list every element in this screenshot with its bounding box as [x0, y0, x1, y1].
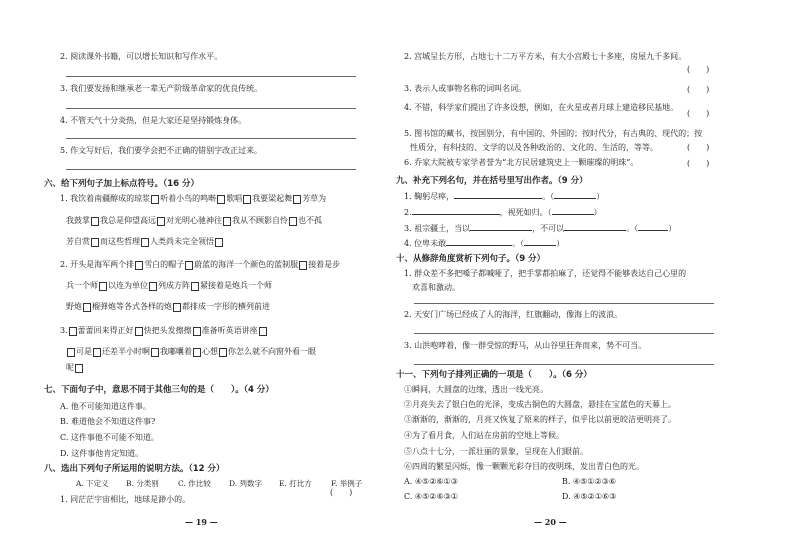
fill-blank[interactable] [554, 190, 596, 199]
punct-box[interactable] [135, 261, 143, 270]
punct-box[interactable] [149, 282, 157, 291]
fill-blank[interactable] [524, 237, 556, 246]
rhetoric-q2: 2. 天安门广场已经成了人的海洋，红旗翻动，像海上的波浪。 [404, 310, 623, 319]
fill-blank[interactable] [638, 222, 668, 231]
order-option-d[interactable]: D. ④⑤②①⑥③ [562, 492, 617, 501]
quote-2: 2. ，视死如归。（ ） [404, 208, 602, 217]
rewrite-item-2: 2. 阅读课外书籍，可以增长知识和写作水平。 [60, 52, 223, 61]
page-number: — 20 — [534, 517, 567, 527]
punct-box[interactable] [91, 238, 99, 247]
punct-box[interactable] [99, 282, 107, 291]
punct-box[interactable] [69, 327, 77, 336]
sentence-1: ①瞬间，大圆盘的边缘，透出一线光亮。 [404, 385, 548, 394]
method-c: C. 作比较 [178, 479, 211, 488]
option-c[interactable]: C. 这件事他不可能不知道。 [60, 433, 159, 442]
method-q4: 4. 不错，科学家们提出了许多设想，例如，在火星或者月球上建造移民基地。 [404, 103, 679, 112]
section-11-title: 十一、下列句子排列正确的一项是（ ）。（6 分） [396, 370, 592, 380]
page-number: — 19 — [185, 517, 218, 527]
answer-line[interactable] [66, 76, 356, 77]
section-8-title: 八、选出下列句子所运用的说明方法。（12 分） [44, 464, 225, 474]
answer-line[interactable] [414, 303, 714, 304]
order-option-b[interactable]: B. ④⑤①②③⑥ [562, 477, 616, 486]
method-f: F. 举例子 [331, 479, 363, 488]
punct-box[interactable] [191, 282, 199, 291]
method-q3: 3. 表示人或事物名称的词叫名词。 [404, 84, 527, 93]
option-b[interactable]: B. 难道他会不知道这件事? [60, 417, 156, 426]
punct-box[interactable] [93, 348, 101, 357]
method-q6: 6. 乔家大院被专家学者誉为“北方民居建筑史上一颗璀璨的明珠”。 [404, 158, 639, 167]
rewrite-item-3: 3. 我们要发扬和继承老一辈无产阶级革命家的优良传统。 [60, 84, 263, 93]
punct-q2-line2: 兵一个师 以连为单位 列成方阵 紧接着是炮兵一个师 [66, 281, 272, 290]
punct-q3-line1: 3. 蕾蕾回来得正好 快把头发擦擦 准备听英语讲座 [60, 325, 268, 337]
section-6-title: 六、给下列句子加上标点符号。（16 分） [44, 179, 200, 189]
section-10-title: 十、从修辞角度赏析下列句子。（9 分） [396, 254, 546, 264]
method-d: D. 列数字 [229, 479, 263, 488]
section-7-title: 七、下面句子中，意思不同于其他三句的是（ ）。（4 分） [44, 385, 274, 395]
punct-box[interactable] [141, 238, 149, 247]
sentence-5: ⑤八点十七分，一派壮丽的景象，呈现在人们眼前。 [404, 447, 588, 456]
punct-q2-line3: 野炮 榴弹炮等各式各样的炮 都排成一字形的横列前进 [66, 302, 270, 311]
rewrite-item-4: 4. 不管天气十分炎热，但是大家还是坚持锻炼身体。 [60, 116, 247, 125]
rewrite-item-5: 5. 作文写好后，我们要学会把不正确的错别字改正过来。 [60, 146, 263, 155]
sentence-3: ③渐渐的，渐渐的，月亮又恢复了原来的样子，似乎比以前更皎洁更明亮了。 [404, 415, 676, 424]
order-option-c[interactable]: C. ④⑤②⑥③① [404, 492, 458, 501]
fill-blank[interactable] [412, 206, 500, 215]
method-a: A. 下定义 [76, 479, 109, 488]
answer-line[interactable] [66, 169, 356, 170]
fill-blank[interactable] [446, 237, 512, 246]
punct-box[interactable] [259, 327, 267, 336]
method-b: B. 分类别 [126, 479, 159, 488]
answer-paren[interactable]: ( ) [687, 159, 710, 168]
punct-box[interactable] [293, 195, 301, 204]
punct-q2-line1: 2. 开头是海军两个排 雪白的帽子 蔚蓝的海洋一个颜色的蓝制服 接着是步 [60, 260, 341, 269]
punct-box[interactable] [75, 364, 83, 373]
punct-box[interactable] [151, 195, 159, 204]
sentence-6: ⑥四周的繁星闪烁，像一颗颗光彩夺目的夜明珠，发出青白色的光。 [404, 462, 644, 471]
punct-box[interactable] [223, 217, 231, 226]
rhetoric-q3: 3. 山洪咆哮着，像一群受惊的野马，从山谷里狂奔而来，势不可当。 [404, 341, 647, 350]
fill-blank[interactable] [564, 222, 626, 231]
punct-box[interactable] [289, 217, 297, 226]
punct-q1-line1: 1. 我饮着南疆醇成的琼浆 听着小鸟的鸣啭 歌唱 我要梁起舞 芳草为 [60, 194, 327, 203]
punct-box[interactable] [83, 303, 91, 312]
order-option-a[interactable]: A. ④⑤②⑥①③ [404, 477, 458, 486]
punct-box[interactable] [157, 217, 165, 226]
punct-q1-line2: 我鼓掌 我总是仰望高远 对光明心驰神往 我从不顾影自怜 也不孤 [66, 216, 322, 225]
answer-line[interactable] [66, 138, 356, 139]
punct-q3-line2: 可是 还差半小时啊 我嘟囔着 心想 你怎么就不向窗外看一眼 [66, 346, 316, 358]
punct-box[interactable] [215, 238, 223, 247]
answer-line[interactable] [414, 364, 714, 365]
sentence-4: ④为了看月食，人们站在房前的空地上等候。 [404, 431, 564, 440]
rhetoric-q1-line2: 欢喜和激动。 [412, 283, 460, 292]
punct-box[interactable] [173, 303, 181, 312]
punct-box[interactable] [217, 195, 225, 204]
right-page [396, 0, 780, 560]
answer-paren[interactable]: ( ) [687, 143, 710, 152]
section-9-title: 九、补充下列名句，并在括号里写出作者。（9 分） [396, 176, 588, 186]
punct-box[interactable] [219, 348, 227, 357]
answer-line[interactable] [66, 108, 356, 109]
answer-line[interactable] [414, 333, 714, 334]
fill-blank[interactable] [552, 206, 594, 215]
punct-box[interactable] [151, 348, 159, 357]
punct-box[interactable] [91, 217, 99, 226]
sentence-2: ②月亮失去了银白色的光泽，变成古铜色的大圆盘，悬挂在宝蓝色的天幕上。 [404, 400, 676, 409]
method-q2: 2. 宫城呈长方形，占地七十二万平方米，有大小宫殿七十多座，房屋九千多间。 [404, 52, 687, 61]
quote-4: 4. 位卑未敢 。（ ） [404, 239, 565, 248]
answer-paren[interactable]: ( ) [330, 488, 353, 497]
punct-box[interactable] [135, 327, 143, 336]
punct-q1-line3: 芳自赏 而这些哲理 人类尚未完全领悟 [66, 236, 224, 248]
answer-paren[interactable]: ( ) [687, 65, 710, 74]
answer-paren[interactable]: ( ) [687, 85, 710, 94]
answer-paren[interactable]: ( ) [687, 109, 710, 118]
method-q5-line2: 性质分，有科技的、文学的以及各种政治的、文化的、生活的，等等。 [410, 143, 658, 152]
option-d[interactable]: D. 这件事他肯定知道。 [60, 449, 144, 458]
punct-box[interactable] [193, 348, 201, 357]
quote-1: 1. 鞠躬尽瘁， 。（ ） [404, 192, 605, 201]
left-page [0, 0, 380, 560]
method-q1: 1. 同茫茫宇宙相比，地球是渺小的。 [60, 495, 191, 504]
punct-q3-line3: 呢 [66, 362, 84, 374]
fill-blank[interactable] [454, 190, 542, 199]
rhetoric-q1-line1: 1. 群众差不多把嗓子都喊哑了，把手掌都拍麻了，还觉得不能够表达自己心里的 [404, 269, 687, 278]
method-q5-line1: 5. 图书馆的藏书，按国别分，有中国的、外国的；按时代分，有古典的、现代的；按 [404, 129, 703, 138]
fill-blank[interactable] [470, 222, 532, 231]
punct-box[interactable] [193, 327, 201, 336]
punct-box[interactable] [185, 261, 193, 270]
method-e: E. 打比方 [279, 479, 312, 488]
option-a[interactable]: A. 他不可能知道这件事。 [60, 402, 151, 411]
punct-box[interactable] [299, 261, 307, 270]
quote-3: 3. 祖宗疆土，当以 ，不可以 。（ ） [404, 224, 677, 233]
punct-box[interactable] [67, 348, 75, 357]
punct-box[interactable] [243, 195, 251, 204]
